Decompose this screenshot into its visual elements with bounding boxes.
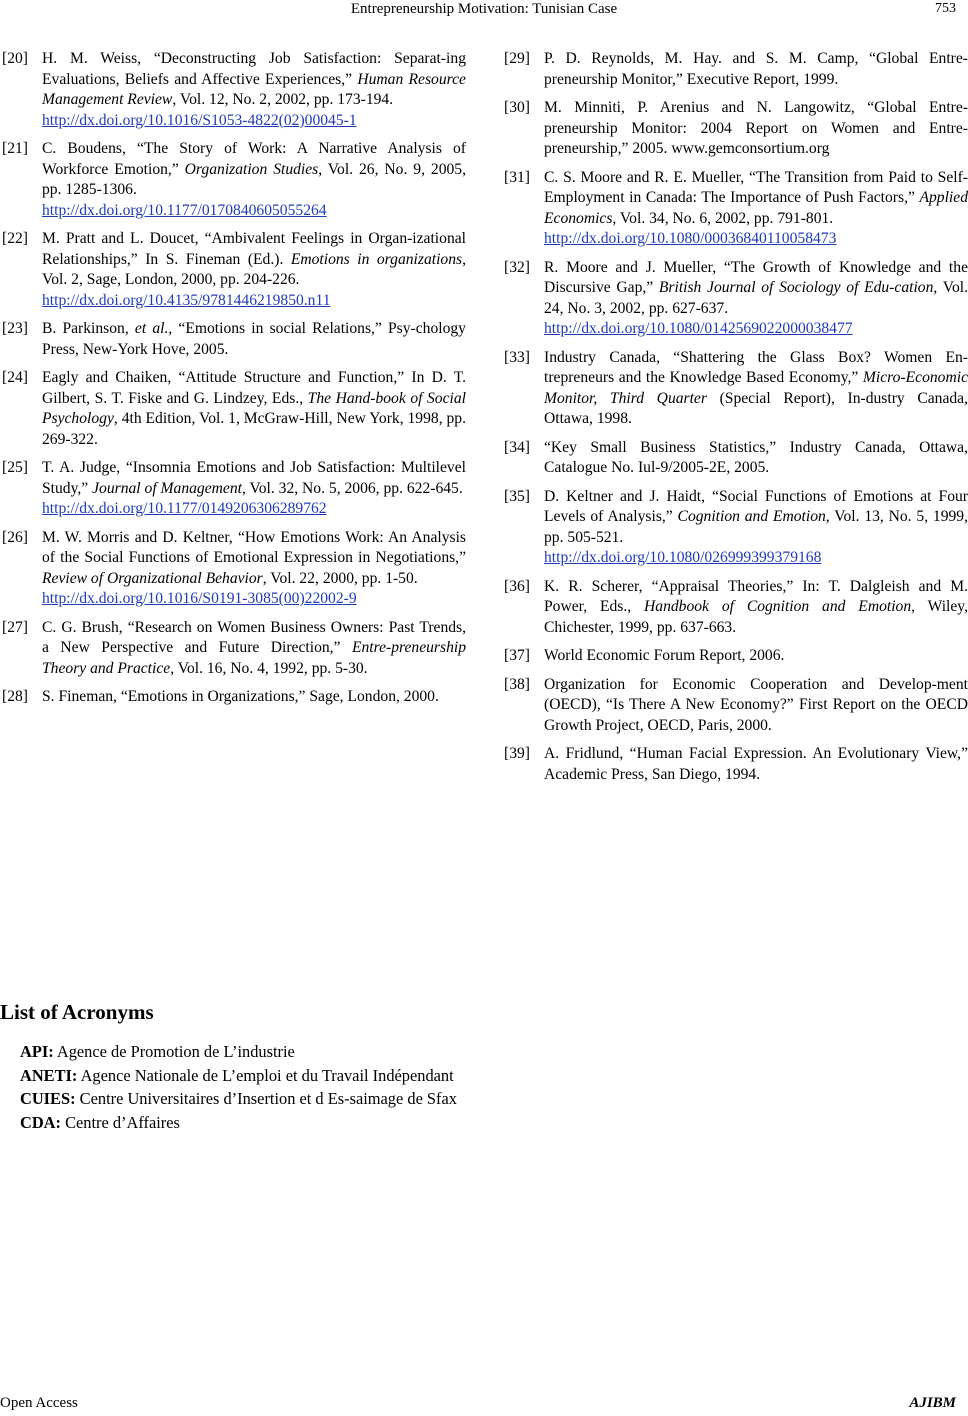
reference-text [42, 139, 466, 221]
reference-item [502, 348, 968, 430]
reference-details: , Vol. 13, No. 5, 1999, pp. 505-521. [544, 508, 968, 546]
reference-authors-title: D. Keltner and J. Haidt, “Social Functions of Emotions at Four Levels of Analysis,” [544, 487, 968, 525]
acronym-entry [0, 1111, 463, 1135]
reference-doi-link[interactable]: http://dx.doi.org/10.1177/0149206306289762 [42, 500, 327, 517]
reference-number: [21] [2, 140, 28, 157]
reference-details: , Vol. 16, No. 4, 1992, pp. 5-30. [170, 659, 368, 677]
reference-authors-title: C. G. Brush, “Research on Women Business Owners: Past Trends, a New Perspective and Future Direction,” [42, 618, 466, 656]
acronym-expansion: Agence Nationale de L’emploi et du Travail Indépendant [77, 1065, 454, 1085]
page-header [0, 0, 968, 22]
acronym-entry [0, 1064, 463, 1088]
reference-journal: Review of Organizational Behavior [42, 569, 263, 587]
reference-text [42, 319, 466, 360]
reference-journal: Human Resource Management Review [42, 70, 466, 108]
reference-text [544, 438, 968, 479]
acronym-abbr: ANETI: [20, 1065, 78, 1085]
reference-authors-title: World Economic Forum Report, 2006. [544, 647, 785, 664]
reference-text [42, 687, 466, 708]
reference-text [544, 487, 968, 569]
reference-details: , Wiley, Chichester, 1999, pp. 637-663. [544, 598, 968, 636]
reference-text [544, 744, 968, 785]
reference-journal: Organization Studies [184, 160, 319, 178]
reference-authors-title: M. Pratt and L. Doucet, “Ambivalent Feelings in Organ-izational Relationships,” In S. Fineman (Ed.). [42, 230, 466, 268]
reference-item [502, 258, 968, 340]
reference-authors-title: Organization for Economic Cooperation and Develop-ment (OECD), “Is There A New Economy?” First Report on the OECD Growth Project, OECD, Paris, 2000. [544, 675, 968, 734]
reference-item [502, 438, 968, 479]
reference-item [502, 744, 968, 785]
reference-authors-title: T. A. Judge, “Insomnia Emotions and Job Satisfaction: Multilevel Study,” [42, 459, 466, 497]
reference-number: [34] [504, 438, 530, 456]
reference-details: , “Emotions in social Relations,” Psy-chology Press, New-York Hove, 2005. [42, 320, 466, 358]
reference-item [0, 528, 466, 610]
reference-journal: Emotions in organizations [290, 250, 463, 268]
reference-item [502, 49, 968, 90]
acronym-expansion: Agence de Promotion de L’industrie [53, 1042, 295, 1061]
reference-details: , Vol. 34, No. 6, 2002, pp. 791-801. [612, 209, 834, 227]
reference-number: [23] [2, 320, 28, 337]
reference-text [544, 348, 968, 430]
acronym-abbr: API: [20, 1042, 54, 1061]
reference-text [544, 168, 968, 250]
reference-item [0, 49, 466, 131]
reference-number: [31] [504, 168, 530, 186]
reference-number: [35] [504, 487, 530, 505]
reference-journal: Handbook of Cognition and Emotion [644, 598, 912, 615]
reference-number: [22] [2, 230, 28, 247]
reference-number: [25] [2, 459, 28, 476]
reference-number: [20] [2, 50, 28, 67]
acronym-entry [0, 1087, 463, 1111]
acronym-expansion: Centre d’Affaires [60, 1112, 180, 1132]
reference-number: [27] [2, 618, 28, 636]
running-title: Entrepreneurship Motivation: Tunisian Case [350, 1, 618, 17]
reference-journal: Cognition and Emotion [677, 508, 826, 525]
reference-item [502, 487, 968, 569]
reference-number: [37] [504, 647, 530, 664]
reference-text [544, 258, 968, 340]
reference-number: [29] [504, 50, 530, 67]
reference-doi-link[interactable]: http://dx.doi.org/10.1080/00036840110058473 [544, 230, 837, 247]
reference-authors-title: M. W. Morris and D. Keltner, “How Emotions Work: An Analysis of the Social Functions of Emotional Expression in Negotiations,” [42, 528, 466, 566]
reference-item [0, 458, 466, 520]
reference-authors-title: “Key Small Business Statistics,” Industry Canada, Ottawa, Catalogue No. Iul-9/2005-2E, 2005. [544, 438, 968, 476]
reference-text [42, 528, 466, 610]
reference-journal: The Hand-book of Social Psychology [42, 389, 466, 427]
reference-authors-title: S. Fineman, “Emotions in Organizations,” Sage, London, 2000. [42, 688, 439, 705]
reference-journal: Entre-preneurship Theory and Practice [42, 639, 466, 677]
reference-doi-link[interactable]: http://dx.doi.org/10.1177/0170840605055264 [42, 201, 327, 219]
reference-text [42, 229, 466, 311]
reference-authors-title: C. Boudens, “The Story of Work: A Narrative Analysis of Workforce Emotion,” [42, 140, 466, 178]
reference-doi-link[interactable]: http://dx.doi.org/10.1080/0142569022000038477 [544, 320, 853, 337]
reference-number: [32] [504, 258, 530, 276]
acronym-expansion: Centre Universitaires d’Insertion et d Es-saimage de Sfax [75, 1089, 457, 1108]
reference-doi-link[interactable]: http://dx.doi.org/10.1080/026999399379168 [544, 549, 822, 566]
reference-item [0, 687, 466, 708]
reference-authors-title: K. R. Scherer, “Appraisal Theories,” In: T. Dalgleish and M. Power, Eds., [544, 577, 968, 615]
reference-item [502, 98, 968, 160]
reference-number: [39] [504, 745, 530, 762]
reference-doi-link[interactable]: http://dx.doi.org/10.4135/9781446219850.n11 [42, 291, 331, 309]
reference-number: [28] [2, 688, 28, 705]
reference-authors-title: P. D. Reynolds, M. Hay. and S. M. Camp, “Global Entre-preneurship Monitor,” Executive Report, 1999. [544, 50, 968, 88]
acronym-abbr: CUIES: [20, 1089, 76, 1108]
reference-journal: Journal of Management [92, 479, 242, 497]
reference-details: , 4th Edition, Vol. 1, McGraw-Hill, New York, 1998, pp. 269-322. [42, 410, 466, 448]
reference-number: [24] [2, 369, 28, 386]
reference-item [0, 368, 466, 450]
reference-authors-title: A. Fridlund, “Human Facial Expression. An Evolutionary View,” Academic Press, San Diego, 1994. [544, 745, 968, 783]
reference-authors-title: C. S. Moore and R. E. Mueller, “The Transition from Paid to Self-Employment in Canada: The Importance of Push Factors,” [544, 168, 968, 206]
reference-authors-title: Eagly and Chaiken, “Attitude Structure and Function,” In D. T. Gilbert, S. T. Fiske and G. Lindzey, Eds., [42, 369, 466, 407]
reference-authors-title: Industry Canada, “Shattering the Glass Box? Women En-trepreneurs and the Knowledge Based Economy,” [544, 348, 968, 386]
reference-details: , Vol. 32, No. 5, 2006, pp. 622-645. [241, 479, 463, 497]
reference-item [0, 229, 466, 311]
references-left-column [0, 49, 466, 716]
acronym-abbr: CDA: [20, 1112, 61, 1132]
reference-details: , Vol. 26, No. 9, 2005, pp. 1285-1306. [42, 160, 467, 198]
reference-text [42, 49, 466, 131]
acronyms-list [0, 1040, 463, 1134]
reference-details: , Vol. 22, 2000, pp. 1-50. [262, 569, 418, 587]
acronyms-heading: List of Acronyms [0, 1000, 154, 1024]
reference-authors-title: B. Parkinson, [42, 320, 135, 337]
footer-open-access: Open Access [0, 1395, 78, 1411]
reference-doi-link[interactable]: http://dx.doi.org/10.1016/S1053-4822(02)00045-1 [42, 111, 357, 129]
reference-item [0, 139, 466, 221]
reference-item [502, 577, 968, 639]
reference-authors-title: M. Minniti, P. Arenius and N. Langowitz, “Global Entre-preneurship Monitor: 2004 Report on Women and Entre-preneurship,” 2005. www.gemconsortium.org [544, 99, 968, 157]
reference-item [502, 168, 968, 250]
reference-text [544, 98, 968, 160]
reference-text [544, 646, 968, 667]
reference-item [0, 618, 466, 680]
reference-details: , Vol. 12, No. 2, 2002, pp. 173-194. [172, 91, 394, 108]
reference-journal: British Journal of Sociology of Edu-cation [658, 279, 934, 296]
page-number: 753 [935, 1, 956, 16]
reference-number: [38] [504, 675, 530, 693]
reference-text [544, 49, 968, 90]
reference-journal: et al. [134, 320, 169, 337]
reference-details: (Special Report), In-dustry Canada, Ottawa, 1998. [544, 389, 968, 427]
footer-journal: AJIBM [909, 1395, 956, 1411]
reference-number: [26] [2, 528, 28, 546]
reference-details: , Vol. 24, No. 3, 2002, pp. 627-637. [544, 279, 968, 317]
acronym-entry [0, 1040, 463, 1064]
reference-number: [33] [504, 348, 530, 366]
reference-authors-title: R. Moore and J. Mueller, “The Growth of Knowledge and the Discursive Gap,” [544, 258, 968, 296]
reference-authors-title: H. M. Weiss, “Deconstructing Job Satisfaction: Separat-ing Evaluations, Beliefs and Affective Experiences,” [42, 50, 466, 88]
reference-text [544, 675, 968, 737]
reference-journal: Micro-Economic Monitor, Third Quarter [544, 369, 968, 407]
reference-text [42, 618, 466, 680]
references-right-column [502, 49, 968, 793]
reference-details: , Vol. 2, Sage, London, 2000, pp. 204-226. [42, 250, 466, 288]
page-footer [0, 1395, 968, 1415]
reference-number: [30] [504, 99, 530, 116]
reference-text [42, 458, 466, 520]
reference-text [42, 368, 466, 450]
reference-item [502, 646, 968, 667]
reference-journal: Applied Economics [544, 189, 968, 227]
reference-text [544, 577, 968, 639]
reference-item [0, 319, 466, 360]
reference-item [502, 675, 968, 737]
reference-number: [36] [504, 577, 530, 595]
reference-doi-link[interactable]: http://dx.doi.org/10.1016/S0191-3085(00)22002-9 [42, 590, 357, 607]
